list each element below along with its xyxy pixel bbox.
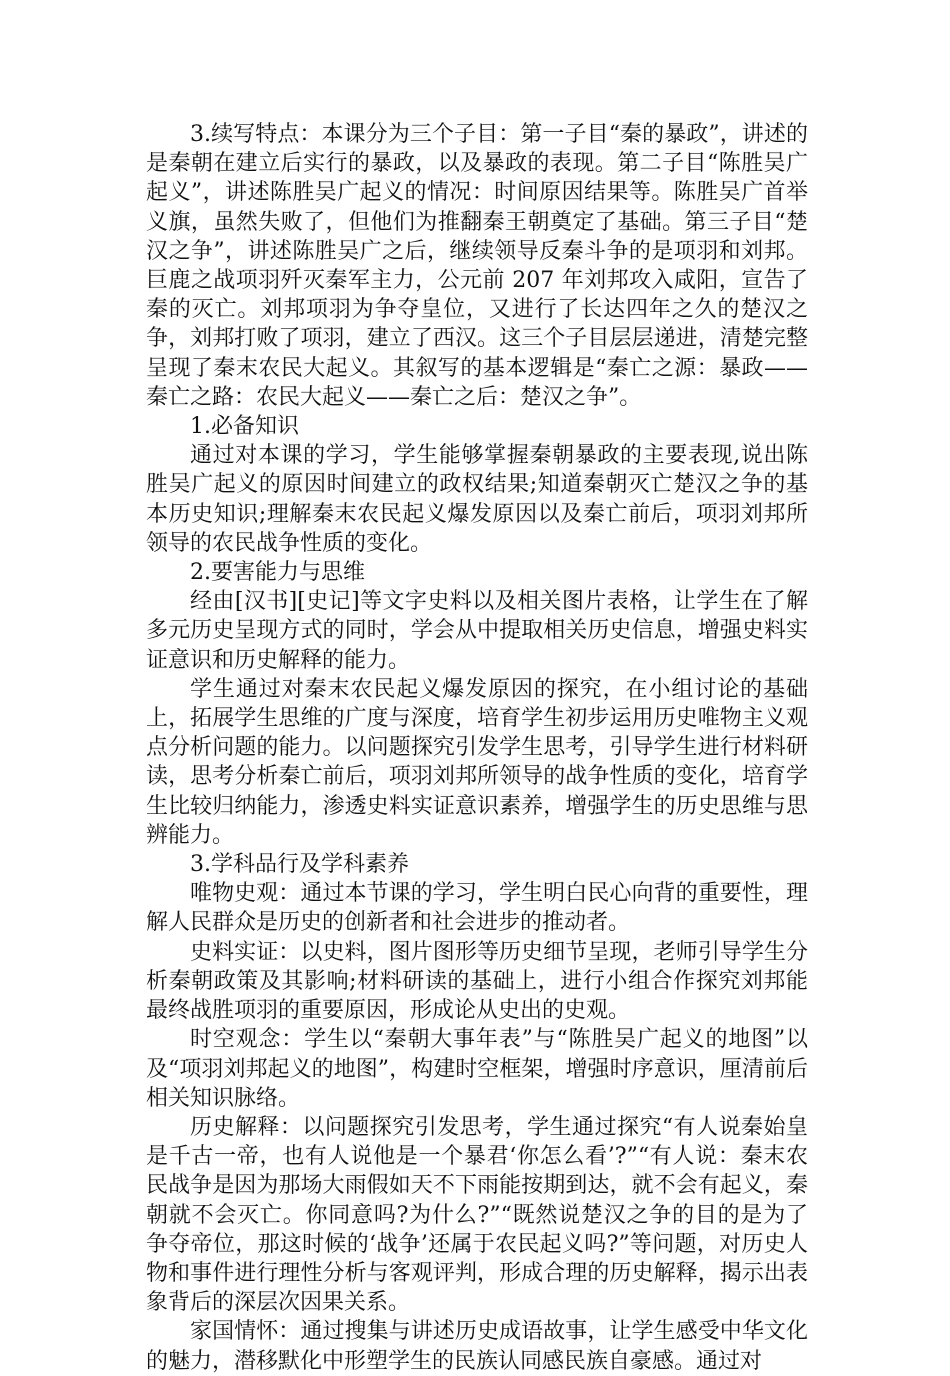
- heading-essential-knowledge: 1.必备知识: [190, 414, 299, 440]
- paragraph-spatiotemporal-concept: 时空观念：学生以“秦朝大事年表”与“陈胜吴广起义的地图”以及“项羽刘邦起义的地图”，构建时空框架，增强时序意识，厘清前后相关知识脉络。: [146, 1027, 808, 1111]
- paragraph-historical-materialism: 唯物史观：通过本节课的学习，学生明白民心向背的重要性，理解人民群众是历史的创新者和社会进步的推动者。: [146, 881, 808, 936]
- paragraph-patriotism: 家国情怀：通过搜集与讲述历史成语故事，让学生感受中华文化的魅力，潜移默化中形塑学生的民族认同感民族自豪感。通过对: [146, 1319, 808, 1374]
- paragraph-essential-knowledge: 通过对本课的学习，学生能够掌握秦朝暴政的主要表现,说出陈胜吴广起义的原因时间建立的政权结果;知道秦朝灭亡楚汉之争的基本历史知识;理解秦末农民起义爆发原因以及秦亡前后，项羽刘邦所领导的农民战争性质的变化。: [146, 443, 808, 556]
- paragraph-key-abilities-1: 经由[汉书][史记]等文字史料以及相关图片表格，让学生在了解多元历史呈现方式的同时，学会从中提取相关历史信息，增强史料实证意识和历史解释的能力。: [146, 589, 808, 673]
- heading-key-abilities: 2.要害能力与思维: [190, 560, 365, 586]
- paragraph-historical-interpretation: 历史解释：以问题探究引发思考，学生通过探究“有人说秦始皇是千古一帝，也有人说他是一个暴君‘你怎么看’?”“有人说：秦末农民战争是因为那场大雨假如天不下雨能按期到达，就不会有起义，秦朝就不会灭亡。你同意吗?为什么?”“既然说楚汉之争的目的是为了争夺帝位，那这时候的‘战争’还属于农民起义吗?”等问题，对历史人物和事件进行理性分析与客观评判，形成合理的历史解释，揭示出表象背后的深层次因果关系。: [146, 1114, 808, 1316]
- paragraph-writing-features: 3.续写特点：本课分为三个子目：第一子目“秦的暴政”，讲述的是秦朝在建立后实行的暴政，以及暴政的表现。第二子目“陈胜吴广起义”，讲述陈胜吴广起义的情况：时间原因结果等。陈胜吴广首举义旗，虽然失败了，但他们为推翻秦王朝奠定了基础。第三子目“楚汉之争”，讲述陈胜吴广之后，继续领导反秦斗争的是项羽和刘邦。巨鹿之战项羽歼灭秦军主力，公元前 207 年刘邦攻入咸阳，宣告了秦的灭亡。刘邦项羽为争夺皇位，又进行了长达四年之久的楚汉之争，刘邦打败了项羽，建立了西汉。这三个子目层层递进，清楚完整呈现了秦末农民大起义。其叙写的基本逻辑是“秦亡之源：暴政——秦亡之路：农民大起义——秦亡之后：楚汉之争”。: [146, 122, 808, 410]
- heading-subject-literacy: 3.学科品行及学科素养: [190, 852, 409, 878]
- document-body: [146, 120, 808, 1376]
- paragraph-historical-evidence: 史料实证：以史料，图片图形等历史细节呈现，老师引导学生分析秦朝政策及其影响;材料研读的基础上，进行小组合作探究刘邦能最终战胜项羽的重要原因，形成论从史出的史观。: [146, 939, 808, 1024]
- paragraph-key-abilities-2: 学生通过对秦末农民起义爆发原因的探究，在小组讨论的基础上，拓展学生思维的广度与深度，培育学生初步运用历史唯物主义观点分析问题的能力。以问题探究引发学生思考，引导学生进行材料研读，思考分析秦亡前后，项羽刘邦所领导的战争性质的变化，培育学生比较归纳能力，渗透史料实证意识素养，增强学生的历史思维与思辨能力。: [146, 676, 808, 848]
